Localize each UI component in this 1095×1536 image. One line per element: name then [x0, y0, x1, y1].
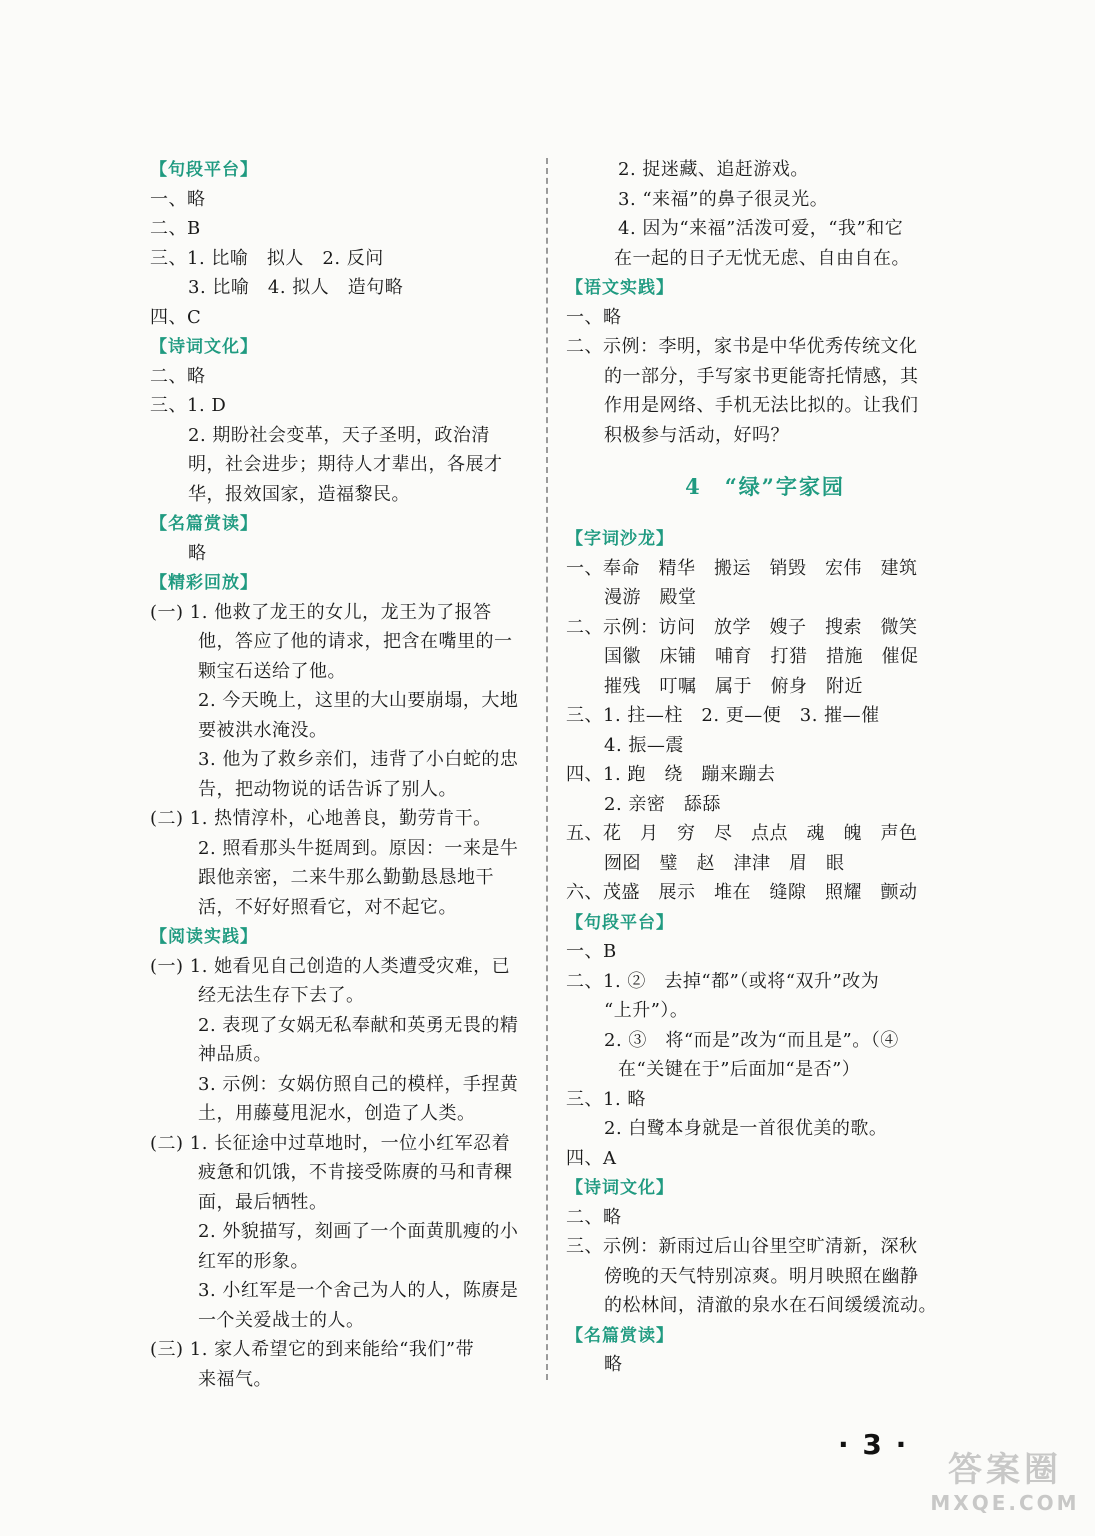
column-divider: [546, 158, 548, 1380]
answer-line: 明，社会进步；期待人才辈出，各展才: [188, 454, 503, 475]
answer-line: 土，用藤蔓甩泥水，创造了人类。: [198, 1103, 476, 1124]
answer-line: (一) 1. 他救了龙王的女儿，龙王为了报答: [150, 601, 492, 623]
section-heading: 【名篇赏读】: [566, 1325, 674, 1346]
answer-line: 二、示例：访问 放学 嫂子 搜索 微笑: [566, 616, 918, 638]
answer-line: (二) 1. 热情淳朴，心地善良，勤劳肯干。: [150, 808, 492, 829]
answer-line: 4. 振—震: [604, 734, 684, 756]
answer-line: 3. 比喻 4. 拟人 造句略: [188, 277, 404, 298]
answer-line: 二、略: [566, 1206, 622, 1228]
answer-line: 红军的形象。: [198, 1250, 309, 1272]
answer-line: 一个关爱战士的人。: [198, 1309, 365, 1331]
answer-line: 积极参与活动，好吗？: [604, 424, 789, 446]
section-heading: 【句段平台】: [150, 160, 258, 180]
answer-line: 囫囵 璧 赵 津津 眉 眼: [604, 852, 845, 874]
section-heading: 【句段平台】: [566, 912, 674, 933]
answer-line: 告，把动物说的话告诉了别人。: [198, 778, 457, 800]
answer-line: 三、示例：新雨过后山谷里空旷清新，深秋: [566, 1236, 918, 1257]
answer-line: 三、1. 拄—柱 2. 更—便 3. 摧—催: [566, 705, 880, 726]
lesson-title: 4 “绿”字家园: [685, 474, 845, 499]
answer-line: 三、1. 比喻 拟人 2. 反问: [150, 247, 384, 269]
answer-line: 略: [188, 542, 207, 564]
answer-line: 面，最后牺牲。: [198, 1191, 328, 1213]
answer-line: 作用是网络、手机无法比拟的。让我们: [604, 395, 919, 416]
answer-line: 2. 白鹭本身就是一首很优美的歌。: [604, 1118, 888, 1139]
answer-line: 三、1. D: [150, 395, 227, 416]
answer-line: 的一部分，手写家书更能寄托情感，其: [604, 365, 919, 387]
answer-line: 在“关键在于”后面加“是否”）: [618, 1059, 861, 1080]
section-heading: 【诗词文化】: [566, 1178, 674, 1198]
section-heading: 【字词沙龙】: [566, 529, 674, 549]
answer-line: 一、略: [150, 188, 206, 210]
answer-line: 傍晚的天气特别凉爽。明月映照在幽静: [604, 1265, 919, 1287]
answer-line: 2. 亲密 舔舔: [604, 793, 721, 815]
answer-line: 3. “来福”的鼻子很灵光。: [618, 188, 829, 210]
right-column: [564, 155, 946, 1380]
answer-line: (一) 1. 她看见自己创造的人类遭受灾难，已: [150, 955, 511, 977]
answer-line: 要被洪水淹没。: [198, 719, 328, 741]
answer-line: 四、A: [566, 1147, 617, 1169]
answer-line: 3. 示例：女娲仿照自己的模样，手捏黄: [198, 1073, 519, 1095]
answer-line: 二、略: [150, 365, 206, 387]
section-heading-row: [564, 524, 946, 554]
answer-line: 2. 今天晚上，这里的大山要崩塌，大地: [198, 690, 519, 711]
answer-line: 2. 外貌描写，刻画了一个面黄肌瘦的小: [198, 1221, 519, 1242]
page-number: · 3 ·: [838, 1428, 909, 1461]
watermark-bottom-text: MXQE.COM: [930, 1491, 1080, 1515]
answer-line: 3. 小红军是一个舍己为人的人，陈赓是: [198, 1280, 519, 1301]
section-heading-row: [148, 155, 530, 185]
section-heading: 【诗词文化】: [150, 337, 258, 357]
answer-line: 一、略: [566, 306, 622, 328]
answer-line: 经无法生存下去了。: [198, 985, 365, 1006]
watermark-top-text: 答案圈: [948, 1450, 1062, 1490]
watermark-logo: [930, 1450, 1080, 1532]
section-heading-row: [564, 1321, 946, 1351]
answer-line: 4. 因为“来福”活泼可爱，“我”和它: [618, 218, 904, 239]
answer-line: 在一起的日子无忧无虑、自由自在。: [614, 247, 910, 269]
section-heading-row: [564, 1173, 946, 1203]
answer-line: 的松林间，清澈的泉水在石间缓缓流动。: [604, 1295, 937, 1316]
answer-line: 他，答应了他的请求，把含在嘴里的一: [198, 631, 513, 652]
section-heading: 【精彩回放】: [150, 573, 258, 593]
section-heading-row: [148, 509, 530, 539]
section-heading-row: [564, 908, 946, 938]
answer-line: 2. 表现了女娲无私奉献和英勇无畏的精: [198, 1014, 519, 1036]
answer-line: 2. 照看那头牛挺周到。原因：一来是牛: [198, 837, 519, 859]
section-heading-row: [148, 568, 530, 598]
section-heading-row: [148, 922, 530, 952]
answer-line: 2. 期盼社会变革，天子圣明，政治清: [188, 424, 490, 446]
answer-line: 漫游 殿堂: [604, 587, 697, 608]
answer-line: 一、奉命 精华 搬运 销毁 宏伟 建筑: [566, 557, 918, 579]
left-column: [148, 155, 530, 1394]
answer-line: 四、C: [150, 306, 202, 328]
answer-line: 国徽 床铺 哺育 打猎 措施 催促: [604, 646, 919, 667]
answer-line: 2. ③ 将“而是”改为“而且是”。（④: [604, 1029, 899, 1051]
section-heading: 【语文实践】: [566, 278, 674, 298]
answer-line: 活，不好好照看它，对不起它。: [198, 896, 457, 918]
answer-line: 摧残 叮嘱 属于 俯身 附近: [604, 675, 863, 697]
answer-line: 华，报效国家，造福黎民。: [188, 483, 410, 505]
answer-line: 3. 他为了救乡亲们，违背了小白蛇的忠: [198, 749, 519, 770]
answer-line: 二、B: [150, 218, 201, 239]
answer-line: 神品质。: [198, 1044, 272, 1065]
answer-line: (二) 1. 长征途中过草地时，一位小红军忍着: [150, 1132, 511, 1154]
answer-line: 跟他亲密，二来牛那么勤勤恳恳地干: [198, 867, 494, 888]
answer-line: 五、花 月 穷 尽 点点 魂 魄 声色: [566, 823, 918, 844]
answer-line: 二、1. ② 去掉“都”（或将“双升”改为: [566, 970, 880, 992]
answer-line: “上升”）。: [604, 1000, 689, 1021]
answer-line: 一、B: [566, 941, 617, 962]
section-heading-row: [148, 332, 530, 362]
answer-line: 疲惫和饥饿，不肯接受陈赓的马和青稞: [198, 1162, 513, 1183]
answer-line: 颗宝石送给了他。: [198, 660, 346, 682]
section-heading: 【名篇赏读】: [150, 514, 258, 534]
answer-line: 略: [604, 1354, 623, 1375]
answer-line: 2. 捉迷藏、追赶游戏。: [618, 159, 809, 180]
answer-line: 四、1. 跑 绕 蹦来蹦去: [566, 764, 776, 785]
section-heading-row: [564, 273, 946, 303]
section-heading: 【阅读实践】: [150, 927, 258, 947]
answer-line: 来福气。: [198, 1368, 272, 1390]
answer-line: (三) 1. 家人希望它的到来能给“我们”带: [150, 1339, 475, 1360]
answer-line: 六、茂盛 展示 堆在 缝隙 照耀 颤动: [566, 882, 918, 903]
answer-line: 二、示例：李明，家书是中华优秀传统文化: [566, 336, 918, 357]
answer-line: 三、1. 略: [566, 1088, 646, 1110]
